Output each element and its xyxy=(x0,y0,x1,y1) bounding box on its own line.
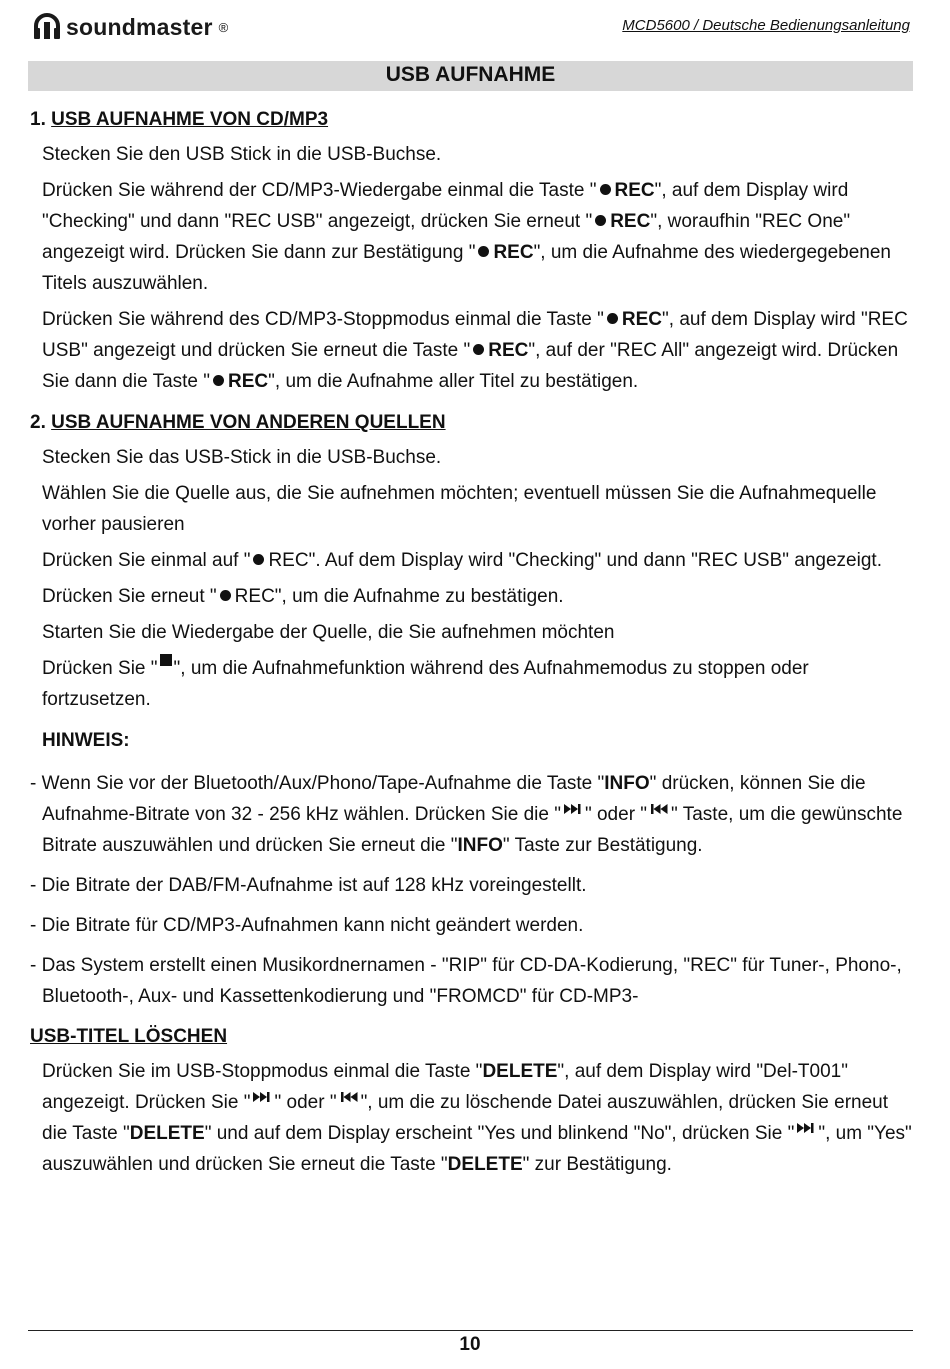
paragraph: Starten Sie die Wiedergabe der Quelle, die Sie aufnehmen möchten xyxy=(42,622,615,643)
record-dot-icon xyxy=(595,215,606,226)
paragraph: Drücken Sie " ", um die Aufnahmefunktion während des Aufnahmemodus zu stoppen oder fortzusetzen. xyxy=(42,653,915,715)
key-label: REC xyxy=(621,309,663,330)
document-body xyxy=(30,104,915,1185)
note-item: - Die Bitrate der DAB/FM-Aufnahme ist auf 128 kHz voreingestellt. xyxy=(30,875,587,896)
section-heading-text: USB AUFNAHME VON CD/MP3 xyxy=(51,109,329,130)
record-dot-icon xyxy=(213,375,224,386)
paragraph: Wählen Sie die Quelle aus, die Sie aufnehmen möchten; eventuell müssen Sie die Aufnahmequelle vorher pausieren xyxy=(42,483,877,535)
section-heading-usb-recording-cd: 1. USB AUFNAHME VON CD/MP3 xyxy=(30,109,329,130)
brand-logo xyxy=(32,10,228,44)
section-heading-text: USB AUFNAHME VON ANDEREN QUELLEN xyxy=(51,412,446,433)
brand-name: soundmaster xyxy=(66,13,213,40)
key-label: REC xyxy=(488,340,529,361)
key-label: REC xyxy=(493,242,534,263)
soundmaster-logo-icon xyxy=(32,12,62,42)
key-label: INFO xyxy=(604,773,650,794)
paragraph: Drücken Sie einmal auf " REC". Auf dem Display wird "Checking" und dann "REC USB" angezeigt. xyxy=(42,550,882,571)
note-item: - Wenn Sie vor der Bluetooth/Aux/Phono/Tape-Aufnahme die Taste "INFO" drücken, können Sie die Aufnahme-Bitrate von 32 - 256 kHz wählen. Drücken Sie die " " oder " " Taste, um die gewünschte Bitrate auszuwählen und drücken Sie erneut die "INFO" Taste zur Bestätigung. xyxy=(30,773,903,856)
key-label: INFO xyxy=(457,835,503,856)
note-item: - Die Bitrate für CD/MP3-Aufnahmen kann nicht geändert werden. xyxy=(30,915,584,936)
paragraph: Drücken Sie während des CD/MP3-Stoppmodus einmal die Taste " REC", auf dem Display wird "REC USB" angezeigt und drücken Sie erneut die Taste " REC", auf der "REC All" angezeigt wird. Drücken Sie dann die Taste " REC", um die Aufnahme aller Titel zu bestätigen. xyxy=(42,309,908,392)
next-track-icon xyxy=(563,802,583,816)
key-label: DELETE xyxy=(129,1123,205,1144)
record-dot-icon xyxy=(600,184,611,195)
document-id: MCD5600 / Deutsche Bedienungsanleitung xyxy=(622,17,910,34)
record-dot-icon xyxy=(473,344,484,355)
next-track-icon xyxy=(252,1090,272,1104)
record-dot-icon xyxy=(607,313,618,324)
key-label: DELETE xyxy=(482,1061,558,1082)
stop-square-icon xyxy=(160,654,172,666)
record-dot-icon xyxy=(478,246,489,257)
page-title: USB AUFNAHME xyxy=(28,61,913,91)
section-heading-text: USB-TITEL LÖSCHEN xyxy=(30,1026,228,1047)
next-track-icon xyxy=(796,1121,816,1135)
paragraph: Drücken Sie erneut " REC", um die Aufnahme zu bestätigen. xyxy=(42,586,564,607)
paragraph: Drücken Sie im USB-Stoppmodus einmal die Taste "DELETE", auf dem Display wird "Del-T001" angezeigt. Drücken Sie " " oder " ", um die zu löschende Datei auszuwählen, drücken Sie erneut die Taste "DELETE" und auf dem Display erscheint "Yes und blinkend "No", drücken Sie " ", um "Yes" auszuwählen und drücken Sie erneut die Taste "DELETE" zur Bestätigung. xyxy=(42,1061,912,1175)
key-label: REC xyxy=(228,371,269,392)
previous-track-icon xyxy=(649,802,669,816)
key-label: DELETE xyxy=(447,1154,523,1175)
note-heading: HINWEIS: xyxy=(42,730,130,751)
footer-divider xyxy=(28,1330,913,1331)
record-dot-icon xyxy=(253,554,264,565)
previous-track-icon xyxy=(339,1090,359,1104)
paragraph: Drücken Sie während der CD/MP3-Wiedergabe einmal die Taste " REC", auf dem Display wird "Checking" und dann "REC USB" angezeigt, drücken Sie erneut " REC", woraufhin "REC One" angezeigt wird. Drücken Sie dann zur Bestätigung " REC", um die Aufnahme des wiedergegebenen Titels auszuwählen. xyxy=(42,180,891,294)
record-dot-icon xyxy=(220,590,231,601)
paragraph: Stecken Sie das USB-Stick in die USB-Buchse. xyxy=(42,447,442,468)
paragraph: Stecken Sie den USB Stick in die USB-Buchse. xyxy=(42,144,442,165)
page-number: 10 xyxy=(459,1334,481,1355)
key-label: REC xyxy=(610,211,651,232)
note-item: - Das System erstellt einen Musikordnernamen - "RIP" für CD-DA-Kodierung, "REC" für Tuner-, Phono-, Bluetooth-, Aux- und Kassettenkodierung und "FROMCD" für CD-MP3- xyxy=(30,955,902,1007)
brand-registered-mark: ® xyxy=(218,19,229,35)
key-label: REC xyxy=(614,180,655,201)
section-heading-delete-tracks xyxy=(30,1021,915,1052)
section-heading-usb-recording-other: 2. USB AUFNAHME VON ANDEREN QUELLEN xyxy=(30,412,446,433)
